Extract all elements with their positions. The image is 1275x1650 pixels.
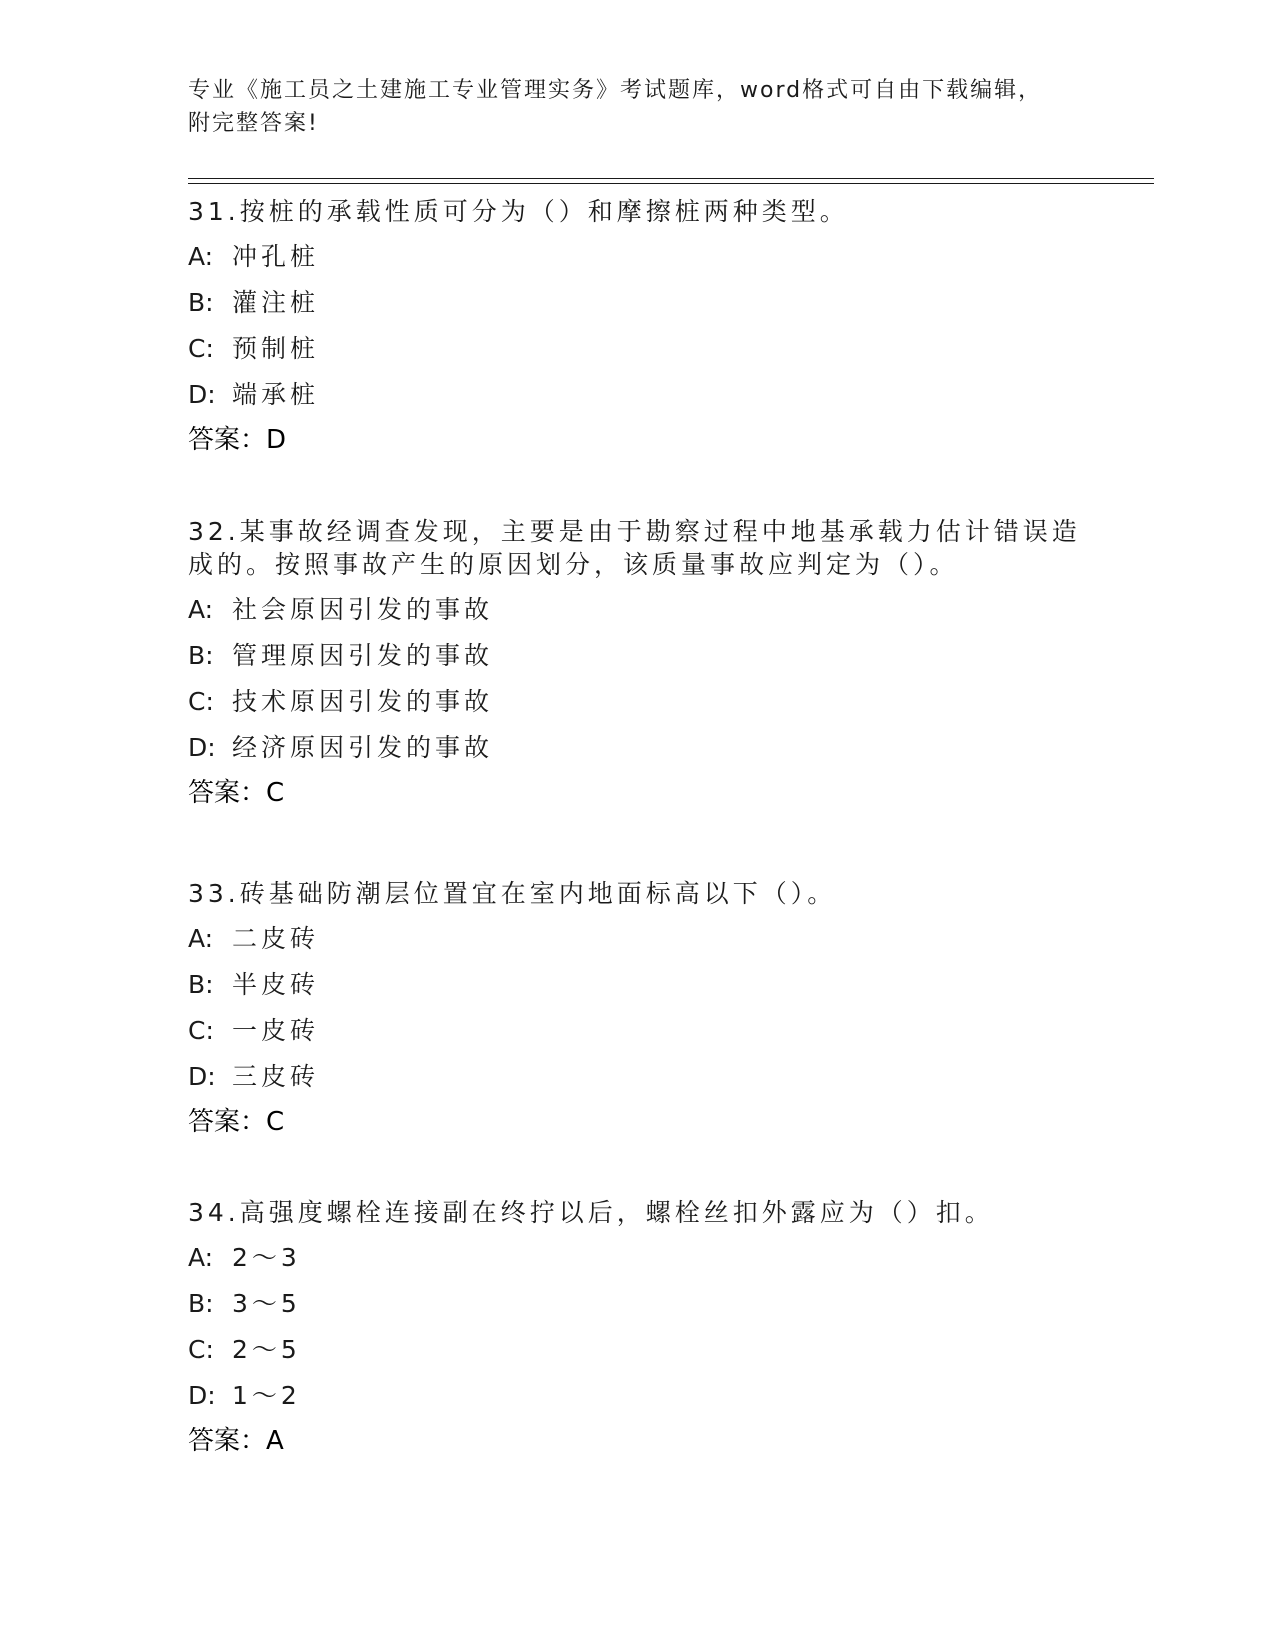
option-c (188, 1014, 1088, 1060)
option-letter: C: (188, 1016, 214, 1045)
header-divider-top (188, 178, 1154, 179)
header-line-1: 专业《施工员之土建施工专业管理实务》考试题库，word格式可自由下载编辑， (188, 78, 1043, 103)
option-d (188, 731, 1088, 777)
option-c (188, 1333, 1088, 1379)
option-d (188, 1060, 1088, 1106)
option-b (188, 639, 1088, 685)
option-d (188, 1379, 1088, 1425)
option-text: 半皮砖 (232, 970, 320, 999)
option-a (188, 593, 1088, 639)
question-stem: 32.某事故经调查发现，主要是由于勘察过程中地基承载力估计错误造成的。按照事故产生的原因划分，该质量事故应判定为（）。 (188, 517, 1081, 579)
header-divider-bottom (188, 183, 1154, 184)
answer-line: 答案：C (188, 1107, 285, 1137)
option-a (188, 240, 1088, 286)
option-letter: B: (188, 288, 214, 317)
option-letter: D: (188, 1381, 216, 1410)
option-text: 2～5 (232, 1335, 301, 1364)
option-b (188, 1287, 1088, 1333)
option-text: 2～3 (232, 1243, 301, 1272)
option-text: 管理原因引发的事故 (232, 641, 494, 670)
option-text: 冲孔桩 (232, 242, 320, 271)
question-34 (188, 1196, 1088, 1458)
option-letter: C: (188, 334, 214, 363)
question-stem: 34.高强度螺栓连接副在终拧以后，螺栓丝扣外露应为（）扣。 (188, 1198, 994, 1227)
option-text: 1～2 (232, 1381, 301, 1410)
document-header (188, 74, 1088, 140)
option-letter: C: (188, 1335, 214, 1364)
option-letter: B: (188, 1289, 214, 1318)
option-a (188, 1241, 1088, 1287)
option-text: 端承桩 (232, 380, 320, 409)
question-32 (188, 515, 1088, 810)
answer-line: 答案：D (188, 425, 287, 455)
option-letter: B: (188, 970, 214, 999)
answer-line: 答案：A (188, 1426, 284, 1456)
option-letter: A: (188, 924, 214, 953)
option-text: 二皮砖 (232, 924, 320, 953)
option-letter: A: (188, 1243, 214, 1272)
question-stem: 31.按桩的承载性质可分为（）和摩擦桩两种类型。 (188, 197, 849, 226)
option-letter: D: (188, 1062, 216, 1091)
option-text: 技术原因引发的事故 (232, 687, 494, 716)
option-c (188, 685, 1088, 731)
option-b (188, 286, 1088, 332)
header-line-2: 附完整答案! (188, 111, 319, 136)
option-text: 社会原因引发的事故 (232, 595, 494, 624)
option-text: 3～5 (232, 1289, 301, 1318)
answer-line: 答案：C (188, 778, 285, 808)
question-stem: 33.砖基础防潮层位置宜在室内地面标高以下（）。 (188, 879, 837, 908)
option-text: 三皮砖 (232, 1062, 320, 1091)
option-text: 一皮砖 (232, 1016, 320, 1045)
question-31 (188, 195, 1088, 457)
option-d (188, 378, 1088, 424)
option-letter: C: (188, 687, 214, 716)
option-letter: D: (188, 733, 216, 762)
option-a (188, 922, 1088, 968)
option-c (188, 332, 1088, 378)
option-letter: A: (188, 242, 214, 271)
option-text: 预制桩 (232, 334, 320, 363)
option-letter: D: (188, 380, 216, 409)
option-letter: A: (188, 595, 214, 624)
option-b (188, 968, 1088, 1014)
option-letter: B: (188, 641, 214, 670)
option-text: 灌注桩 (232, 288, 320, 317)
question-33 (188, 877, 1088, 1139)
option-text: 经济原因引发的事故 (232, 733, 494, 762)
